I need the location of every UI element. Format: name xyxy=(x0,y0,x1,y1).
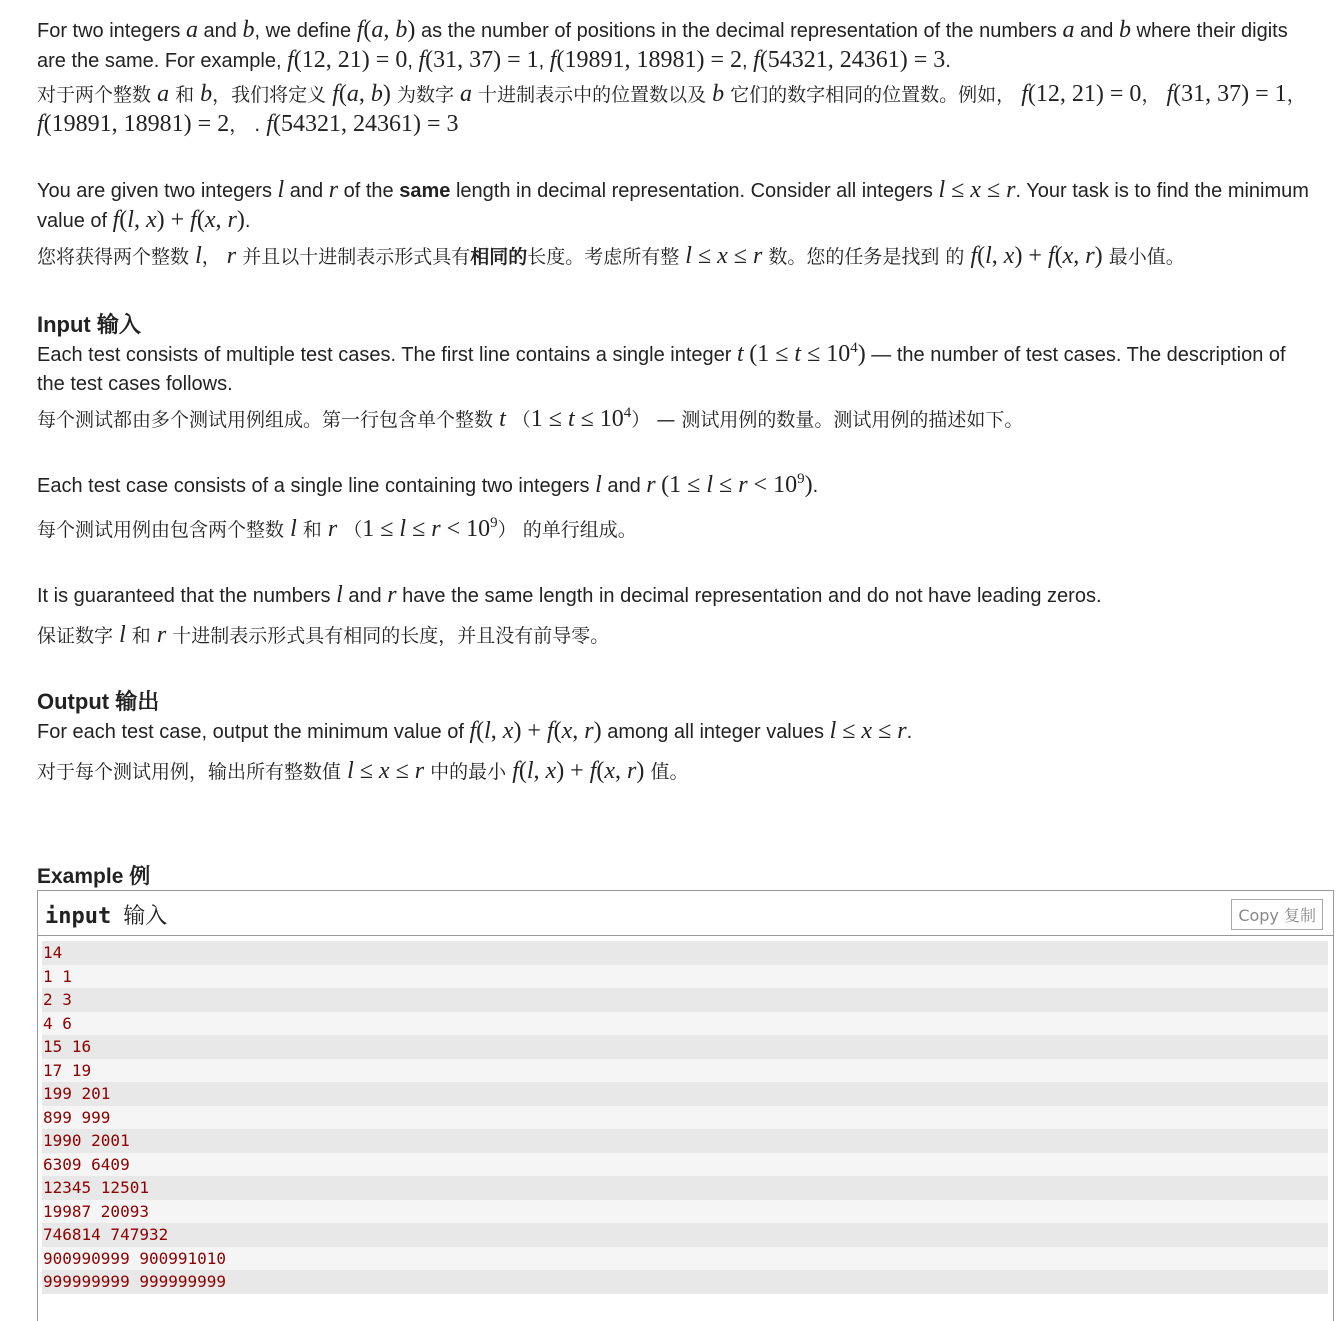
legend-en-1: For two integers a and b, we define f(a, b) as the number of positions in the decimal representation of the numbers a and b where their digits are the same. For example, f(12, 21) = 0, f(31, 37) = 1, f(19891, 18981) = 2, f(54321, 24361) = 3. xyxy=(37,17,1288,73)
example-input-box xyxy=(37,890,1334,1321)
input-zh-3: 保证数字 l 和 r 十进制表示形式具有相同的长度，并且没有前导零。 xyxy=(37,622,610,648)
example-input-line: 999999999 999999999 xyxy=(42,1270,1328,1294)
example-input-line: 17 19 xyxy=(42,1059,1328,1083)
output-zh: 对于每个测试用例，输出所有整数值 l ≤ x ≤ r 中的最小 f(l, x) + f(x, r) 值。 xyxy=(37,758,689,784)
example-input-line: 1 1 xyxy=(42,965,1328,989)
input-en-1: Each test consists of multiple test cases. The first line contains a single integer t $(1 \le t \le 10^4)$ — the number of test cases. The description of the test cases follows. xyxy=(37,340,1286,395)
example-input-line: 15 16 xyxy=(42,1035,1328,1059)
legend-zh-1: 对于两个整数 a 和 b，我们将定义 f(a, b) 为数字 a 十进制表示中的位置数以及 b 它们的数字相同的位置数。例如， f(12, 21) = 0， f(31, 37) = 1， f(19891, 18981) = 2， . f(54321, 24361) = 3 xyxy=(37,81,1306,137)
example-title: Example 例 xyxy=(37,865,151,888)
input-en-2: Each test case consists of a single line containing two integers l and r $(1 \le l \le r < 10^9)$. xyxy=(37,471,819,498)
input-label: input 输入 xyxy=(45,904,168,929)
example-input-line: 900990999 900991010 xyxy=(42,1247,1328,1271)
input-zh-2: 每个测试用例由包含两个整数 l 和 r $(1 \le l \le r < 10^9)$ 的单行组成。 xyxy=(37,515,637,542)
problem-statement xyxy=(37,16,1317,787)
input-en-3: It is guaranteed that the numbers l and r have the same length in decimal representation and do not have leading zeros. xyxy=(37,582,1102,608)
example-input-line: 12345 12501 xyxy=(42,1176,1328,1200)
example-input-line: 199 201 xyxy=(42,1082,1328,1106)
example-input-line: 2 3 xyxy=(42,988,1328,1012)
example-input-header xyxy=(38,891,1333,936)
example-input-line: 746814 747932 xyxy=(42,1223,1328,1247)
example-input-line: 14 xyxy=(42,941,1328,965)
example-input-line: 1990 2001 xyxy=(42,1129,1328,1153)
example-input-line: 19987 20093 xyxy=(42,1200,1328,1224)
example-input-line: 6309 6409 xyxy=(42,1153,1328,1177)
input-zh-1: 每个测试都由多个测试用例组成。第一行包含单个整数 t $(1 \le t \le 10^4)$ — 测试用例的数量。测试用例的描述如下。 xyxy=(37,405,1024,432)
example-input-lines xyxy=(42,941,1328,1294)
example-input-line: 899 999 xyxy=(42,1106,1328,1130)
input-heading: Input 输入 xyxy=(37,312,141,337)
legend-en-2: You are given two integers l and r of the same length in decimal representation. Consider all integers l ≤ x ≤ r. Your task is to find the minimum value of f(l, x) + f(x, r). xyxy=(37,177,1309,233)
legend-zh-2: 您将获得两个整数 l， r 并且以十进制表示形式具有相同的长度。考虑所有整 l ≤ x ≤ r 数。您的任务是找到 的 f(l, x) + f(x, r) 最小值。 xyxy=(37,243,1185,269)
output-en: For each test case, output the minimum value of f(l, x) + f(x, r) among all integer values l ≤ x ≤ r. xyxy=(37,718,913,744)
example-input-line: 4 6 xyxy=(42,1012,1328,1036)
copy-button[interactable]: Copy 复制 xyxy=(1231,899,1323,930)
output-heading: Output 输出 xyxy=(37,689,160,714)
